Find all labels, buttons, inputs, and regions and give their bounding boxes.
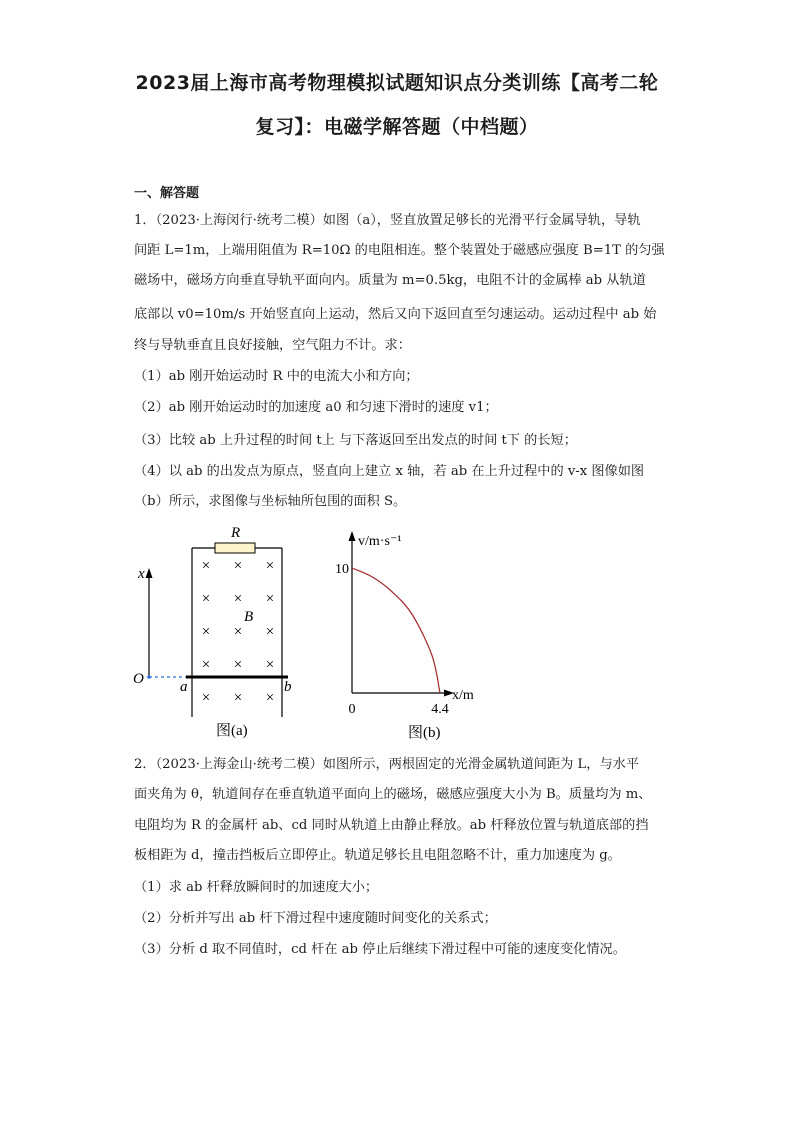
q2-line-1: 2．（2023·上海金山·统考二模）如图所示，两根固定的光滑金属轨道间距为 L，与水平 [134,757,640,772]
figure-b-caption: 图(b) [408,725,441,741]
figure-a-caption: 图(a) [216,723,248,739]
q2-subquestion-1: （1）求 ab 杆释放瞬间时的加速度大小； [134,880,379,895]
chart-x-tick-label: 4.4 [431,702,449,717]
field-cross: × [233,558,243,574]
q2-line-4: 板相距为 d，撞击挡板后立即停止。轨道足够长且电阻忽略不计，重力加速度为 g。 [134,848,621,863]
field-cross: × [201,657,211,673]
chart-y-tick-label: 10 [335,562,349,577]
q1-line-2: 间距 L=1m，上端用阻值为 R=10Ω 的电阻相连。整个装置处于磁感应强度 B=1T 的匀强 [134,243,665,258]
q1-line-1: 1．（2023·上海闵行·统考二模）如图（a），竖直放置足够长的光滑平行金属导轨，导轨 [134,213,641,228]
field-cross: × [233,690,243,706]
field-cross: × [201,624,211,640]
field-cross: × [233,657,243,673]
q2-line-3: 电阻均为 R 的金属杆 ab、cd 同时从轨道上由静止释放。ab 杆释放位置与轨道底部的挡 [134,818,649,833]
field-cross: × [201,558,211,574]
origin-dot [147,675,151,679]
q1-line-3: 磁场中，磁场方向垂直导轨平面向内。质量为 m=0.5kg，电阻不计的金属棒 ab 从轨道 [134,273,646,288]
field-cross: × [265,690,275,706]
chart-y-axis-arrow-icon [349,531,356,541]
q2-subquestion-3: （3）分析 d 取不同值时，cd 杆在 ab 停止后继续下滑过程中可能的速度变化情况。 [134,942,626,957]
q1-subquestion-4-cont: （b）所示，求图像与坐标轴所包围的面积 S。 [134,494,407,509]
q1-line-4: 底部以 v0=10m/s 开始竖直向上运动，然后又向下返回直至匀速运动。运动过程中 ab 始 [134,307,657,322]
field-cross: × [265,624,275,640]
x-axis-label: x [138,566,145,582]
resistor [215,543,255,553]
field-cross: × [233,591,243,607]
q1-subquestion-1: （1）ab 刚开始运动时 R 中的电流大小和方向； [134,369,419,384]
resistor-label: R [231,525,241,541]
figure-b-chart [320,525,480,745]
q2-subquestion-2: （2）分析并写出 ab 杆下滑过程中速度随时间变化的关系式； [134,911,497,926]
origin-label: O [133,671,144,687]
q2-line-2: 面夹角为 θ，轨道间存在垂直轨道平面向上的磁场，磁感应强度大小为 B。质量均为 m、 [134,787,652,802]
field-cross: × [265,657,275,673]
q1-subquestion-3: （3）比较 ab 上升过程的时间 t上 与下落返回至出发点的时间 t下 的长短； [134,433,577,448]
rod-label-a: a [180,679,188,695]
figure-a [128,520,308,745]
chart-x-axis-label: x/m [452,688,474,703]
field-label: B [244,609,254,625]
q1-line-5: 终与导轨垂直且良好接触，空气阻力不计。求： [134,338,411,353]
document-title-line-1: 2023届上海市高考物理模拟试题知识点分类训练【高考二轮 [135,72,659,94]
field-cross: × [233,624,243,640]
chart-y-axis-label: v/m·s⁻¹ [358,534,402,549]
document-title-line-2: 复习】：电磁学解答题（中档题） [255,116,539,138]
field-cross: × [201,690,211,706]
field-cross: × [201,591,211,607]
magnetic-field-crosses [202,558,274,706]
x-axis-arrow-icon [146,568,153,578]
section-heading: 一、解答题 [134,186,200,201]
chart-origin-label: 0 [348,702,356,717]
field-cross: × [265,558,275,574]
rod-label-b: b [284,679,292,695]
q1-subquestion-2: （2）ab 刚开始运动时的加速度 a0 和匀速下滑时的速度 v1； [134,400,498,415]
chart-series-line [352,568,440,693]
q1-subquestion-4: （4）以 ab 的出发点为原点，竖直向上建立 x 轴，若 ab 在上升过程中的 v-x 图像如图 [134,464,645,479]
field-cross: × [265,591,275,607]
